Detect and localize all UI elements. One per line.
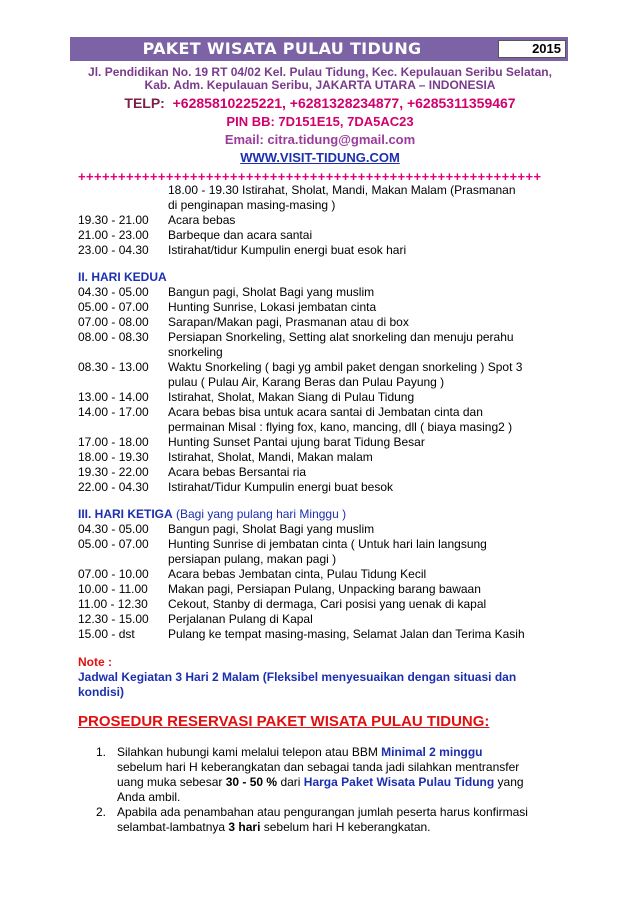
day3-heading: [78, 507, 346, 522]
item1-c-highlight: Harga Paket Wisata Pulau Tidung: [303, 775, 495, 789]
row-time: 19.30 - 22.00: [78, 465, 149, 479]
row-desc: Persiapan Snorkeling, Setting alat snorkeling dan menuju perahu: [168, 330, 514, 344]
item2-b-bold: 3 hari: [228, 820, 261, 834]
row-time: 14.00 - 17.00: [78, 405, 149, 419]
row-time: 15.00 - dst: [78, 627, 135, 641]
row-time: 21.00 - 23.00: [78, 228, 149, 242]
row-desc: 18.00 - 19.30 Istirahat, Sholat, Mandi, Makan Malam (Prasmanan: [168, 183, 516, 197]
row-time: 22.00 - 04.30: [78, 480, 149, 494]
row-desc: Istirahat/Tidur Kumpulin energi buat besok: [168, 480, 394, 494]
row-desc: di penginapan masing-masing ): [168, 198, 336, 212]
item1-c-bold: 30 - 50 %: [225, 775, 278, 789]
year-badge: [498, 40, 566, 58]
row-time: 23.00 - 04.30: [78, 243, 149, 257]
item2-b2: sebelum hari H keberangkatan.: [260, 820, 431, 834]
row-time: 12.30 - 15.00: [78, 612, 149, 626]
row-desc: Barbeque dan acara santai: [168, 228, 313, 242]
row-desc: Sarapan/Makan pagi, Prasmanan atau di box: [168, 315, 409, 329]
row-time: 13.00 - 14.00: [78, 390, 149, 404]
telp-label: TELP:: [124, 95, 165, 111]
row-time: 10.00 - 11.00: [78, 582, 148, 596]
item2-b: [117, 820, 431, 835]
day3-heading-note: (Bagi yang pulang hari Minggu ): [172, 507, 347, 521]
row-time: 08.30 - 13.00: [78, 360, 149, 374]
page-title: PAKET WISATA PULAU TIDUNG: [142, 39, 422, 58]
row-desc: Istirahat, Sholat, Makan Siang di Pulau Tidung: [168, 390, 415, 404]
row-desc: Hunting Sunrise di jembatan cinta ( Untuk hari lain langsung: [168, 537, 487, 551]
row-desc: Hunting Sunrise, Lokasi jembatan cinta: [168, 300, 377, 314]
row-time: 17.00 - 18.00: [78, 435, 149, 449]
row-desc: Perjalanan Pulang di Kapal: [168, 612, 313, 626]
row-time: 04.30 - 05.00: [78, 522, 149, 536]
item1-d: Anda ambil.: [117, 790, 181, 804]
item1-b: sebelum hari H keberangkatan dan sebagai tanda jadi silahkan mentransfer: [117, 760, 520, 774]
item1-highlight: Minimal 2 minggu: [381, 745, 483, 759]
note-label: Note :: [78, 655, 112, 669]
row-desc: Istirahat/tidur Kumpulin energi buat esok hari: [168, 243, 407, 257]
item1-c2: dari: [277, 775, 304, 789]
row-time: 11.00 - 12.30: [78, 597, 148, 611]
item1-a: Silahkan hubungi kami melalui telepon atau BBM: [117, 745, 382, 759]
separator-line: ++++++++++++++++++++++++++++++++++++++++++++++++++++++++++: [78, 170, 542, 184]
list-number: 2.: [96, 805, 107, 819]
row-desc: Acara bebas Bersantai ria: [168, 465, 307, 479]
row-desc: Cekout, Stanby di dermaga, Cari posisi yang uenak di kapal: [168, 597, 487, 611]
address-line-1: Jl. Pendidikan No. 19 RT 04/02 Kel. Pulau Tidung, Kec. Kepulauan Seribu Selatan,: [88, 65, 552, 79]
item2-a: Apabila ada penambahan atau pengurangan jumlah peserta harus konfirmasi: [117, 805, 528, 819]
row-desc: Acara bebas: [168, 213, 236, 227]
prosedur-title: PROSEDUR RESERVASI PAKET WISATA PULAU TIDUNG:: [78, 713, 490, 730]
list-text: [117, 745, 483, 760]
row-desc: permainan Misal : flying fox, kano, mancing, dll ( biaya masing2 ): [168, 420, 513, 434]
row-desc: Bangun pagi, Sholat Bagi yang muslim: [168, 522, 375, 536]
address-line-2: Kab. Adm. Kepulauan Seribu, JAKARTA UTARA – INDONESIA: [144, 78, 496, 92]
row-time: 05.00 - 07.00: [78, 300, 149, 314]
list-number: 1.: [96, 745, 107, 759]
item1-c1: uang muka sebesar: [117, 775, 226, 789]
row-desc: pulau ( Pulau Air, Karang Beras dan Pulau Payung ): [168, 375, 445, 389]
row-desc: Acara bebas bisa untuk acara santai di Jembatan cinta dan: [168, 405, 483, 419]
row-time: 08.00 - 08.30: [78, 330, 149, 344]
day3-heading-label: III. HARI KETIGA: [78, 507, 173, 521]
row-time: 05.00 - 07.00: [78, 537, 149, 551]
telp-line: [60, 95, 580, 111]
row-desc: Makan pagi, Persiapan Pulang, Unpacking barang bawaan: [168, 582, 481, 596]
day2-heading: II. HARI KEDUA: [78, 270, 167, 284]
row-desc: Hunting Sunset Pantai ujung barat Tidung Besar: [168, 435, 425, 449]
row-time: 19.30 - 21.00: [78, 213, 149, 227]
item2-b1: selambat-lambatnya: [117, 820, 229, 834]
row-time: 04.30 - 05.00: [78, 285, 149, 299]
pin-bb: PIN BB: 7D151E15, 7DA5AC23: [226, 114, 414, 129]
row-desc: persiapan pulang, makan pagi ): [168, 552, 337, 566]
website-link[interactable]: WWW.VISIT-TIDUNG.COM: [240, 150, 400, 165]
row-desc: Pulang ke tempat masing-masing, Selamat Jalan dan Terima Kasih: [168, 627, 525, 641]
year-text: 2015: [532, 41, 561, 56]
telp-value: +6285810225221, +6281328234877, +6285311359467: [172, 95, 516, 111]
row-desc: Istirahat, Sholat, Mandi, Makan malam: [168, 450, 373, 464]
row-time: 18.00 - 19.30: [78, 450, 149, 464]
row-time: 07.00 - 10.00: [78, 567, 149, 581]
item1-c: [117, 775, 524, 790]
row-desc: snorkeling: [168, 345, 223, 359]
note-line-2: kondisi): [78, 685, 125, 699]
row-time: 07.00 - 08.00: [78, 315, 149, 329]
email-link[interactable]: Email: citra.tidung@gmail.com: [224, 132, 416, 147]
row-desc: Waktu Snorkeling ( bagi yg ambil paket dengan snorkeling ) Spot 3: [168, 360, 523, 374]
row-desc: Acara bebas Jembatan cinta, Pulau Tidung Kecil: [168, 567, 427, 581]
row-desc: Bangun pagi, Sholat Bagi yang muslim: [168, 285, 375, 299]
note-line-1: Jadwal Kegiatan 3 Hari 2 Malam (Fleksibel menyesuaikan dengan situasi dan: [78, 670, 517, 684]
item1-c3: yang: [494, 775, 524, 789]
